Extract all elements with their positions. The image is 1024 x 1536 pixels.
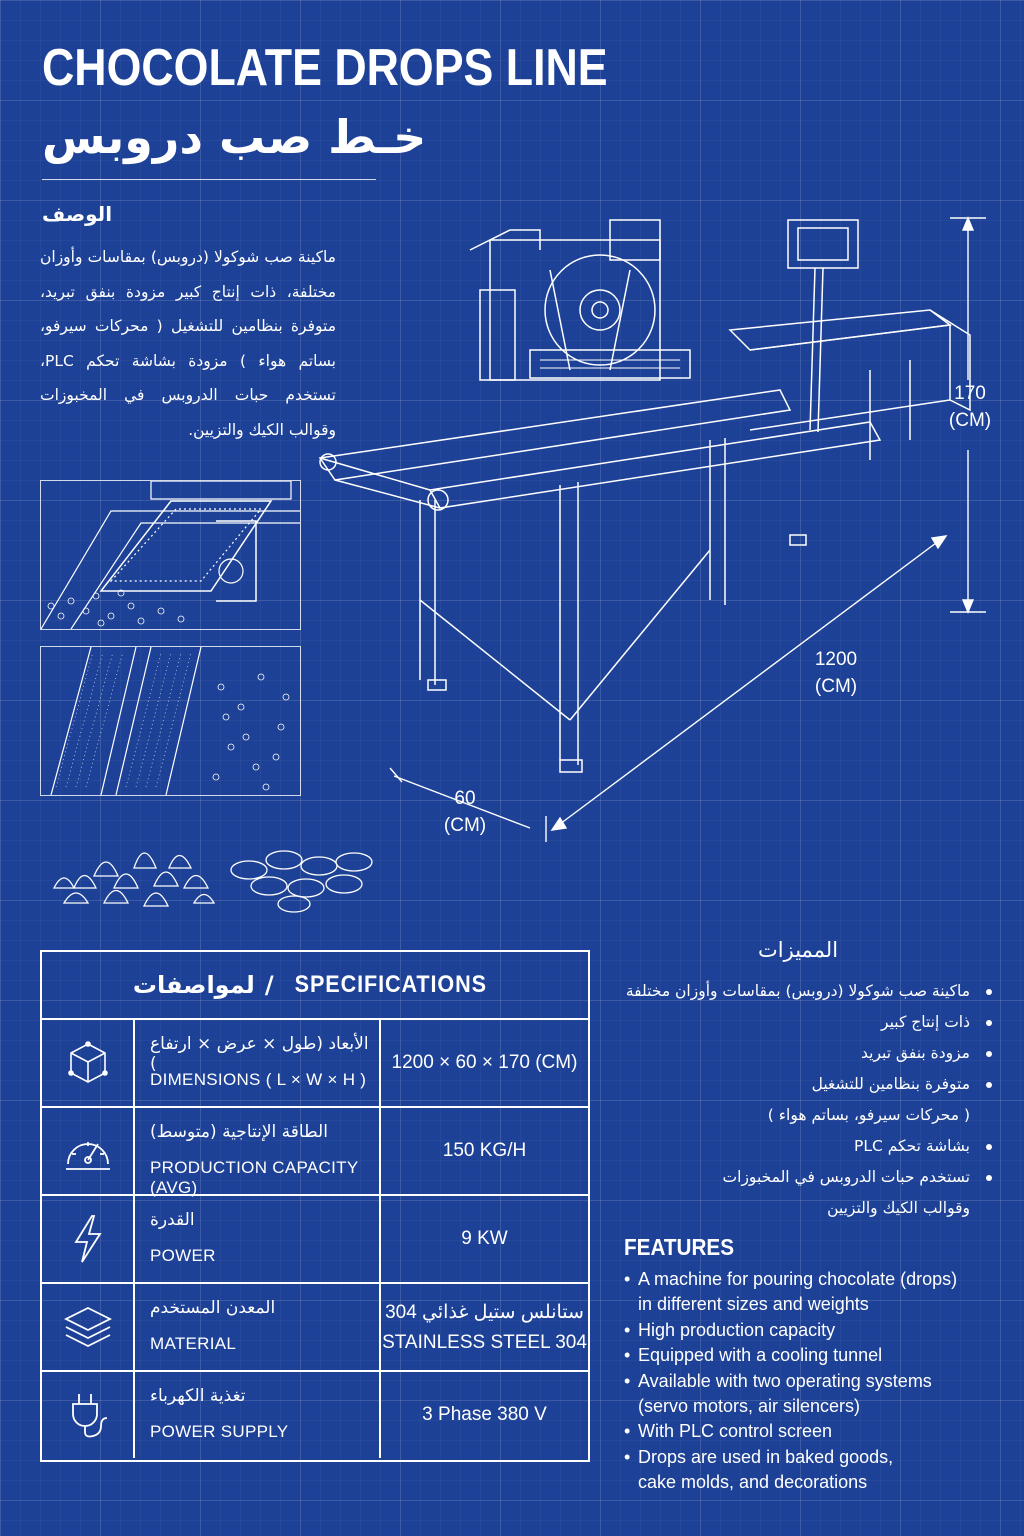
spec-value-cell — [381, 1020, 588, 1106]
list-item-continuation: in different sizes and weights — [638, 1294, 869, 1315]
width-dimension-label — [434, 785, 496, 839]
list-item: متوفرة بنظامين للتشغيل — [600, 1069, 1000, 1100]
list-item-continuation: cake molds, and decorations — [638, 1472, 868, 1493]
spec-value-cell — [381, 1108, 588, 1194]
features-list — [624, 1267, 1004, 1496]
specifications-separator: / — [264, 971, 274, 999]
layers-icon — [42, 1284, 135, 1370]
spec-label-cell — [135, 1020, 381, 1106]
width-unit: (CM) — [443, 815, 487, 836]
spec-label-arabic: الأبعاد (طول × عرض × ارتفاع ) — [150, 1034, 369, 1074]
description-heading: الوصف — [42, 202, 113, 226]
spec-value-cell — [381, 1372, 588, 1458]
spec-label-arabic: القدرة — [150, 1210, 195, 1230]
page-title-arabic: خـط صب دروبس — [42, 110, 427, 164]
spec-value-cell — [381, 1196, 588, 1282]
spec-label-cell — [135, 1196, 381, 1282]
specifications-header — [42, 952, 588, 1020]
dimension-lines — [380, 210, 1020, 850]
spec-row-power-supply — [42, 1372, 588, 1458]
width-value: 60 — [454, 788, 476, 809]
features-arabic-heading: المميزات — [758, 938, 839, 962]
spec-label: DIMENSIONS ( L × W × H ) — [150, 1070, 367, 1089]
features-arabic-list — [600, 976, 1000, 1224]
spec-label-cell — [135, 1284, 381, 1370]
spec-row-power — [42, 1196, 588, 1284]
spec-label-cell — [135, 1108, 381, 1197]
drops-tray-detail-image — [40, 646, 301, 796]
list-item: • A machine for pouring chocolate (drops) — [624, 1267, 1004, 1292]
list-item-continuation: ( محركات سيرفو، بساتم هواء ) — [767, 1106, 970, 1124]
spec-value: 150 KG/H — [442, 1140, 527, 1161]
spec-value-secondary: STAINLESS STEEL 304 — [382, 1331, 587, 1353]
height-unit: (CM) — [948, 410, 992, 431]
list-item: • Equipped with a cooling tunnel — [624, 1343, 1004, 1368]
specifications-table — [40, 950, 590, 1462]
cube-icon — [42, 1020, 135, 1106]
height-dimension-label — [944, 380, 996, 434]
list-item: مزودة بنفق تبريد — [600, 1038, 1000, 1069]
length-dimension-label — [800, 646, 872, 700]
spec-row-dimensions — [42, 1020, 588, 1108]
plug-icon — [42, 1372, 135, 1458]
description-text: ماكينة صب شوكولا (دروبس) بمقاسات وأوزان مختلفة، ذات إنتاج كبير مزودة بنفق تبريد، متوفرة بنظامين للتشغيل ( محركات سيرفو، بساتم هواء ) مزودة بشاشة تحكم PLC، تستخدم حبات الدروبس في المخبوزات وقوالب الكيك والتزيين. — [40, 248, 336, 439]
spec-row-capacity — [42, 1108, 588, 1196]
spec-value: 9 KW — [461, 1228, 508, 1249]
list-item: تستخدم حبات الدروبس في المخبوزات — [600, 1162, 1000, 1193]
list-item: • With PLC control screen — [624, 1419, 1004, 1444]
spec-label-cell — [135, 1372, 381, 1458]
spec-value-cell — [381, 1284, 588, 1370]
list-item: ماكينة صب شوكولا (دروبس) بمقاسات وأوزان مختلفة — [600, 976, 1000, 1007]
lightning-icon — [42, 1196, 135, 1282]
list-item-continuation: (servo motors, air silencers) — [638, 1395, 861, 1416]
spec-label: POWER — [150, 1246, 216, 1265]
gauge-icon — [42, 1108, 135, 1194]
spec-row-material — [42, 1284, 588, 1372]
list-item: • Drops are used in baked goods, — [624, 1445, 1004, 1470]
conveyor-detail-image — [40, 480, 301, 630]
spec-label: MATERIAL — [150, 1334, 237, 1353]
spec-value: 3 Phase 380 V — [422, 1404, 547, 1425]
spec-label-arabic: الطاقة الإنتاجية (متوسط) — [150, 1122, 328, 1142]
length-value: 1200 — [814, 649, 858, 670]
specifications-title-arabic: لمواصفات — [132, 971, 255, 999]
list-item: ذات إنتاج كبير — [600, 1007, 1000, 1038]
list-item-continuation: وقوالب الكيك والتزيين — [827, 1199, 970, 1217]
list-item: • High production capacity — [624, 1318, 1004, 1343]
height-value: 170 — [954, 383, 986, 404]
length-unit: (CM) — [814, 676, 858, 697]
spec-label-arabic: تغذية الكهرباء — [150, 1386, 246, 1406]
list-item: • Available with two operating systems — [624, 1369, 1004, 1394]
title-divider — [42, 179, 376, 180]
spec-label-arabic: المعدن المستخدم — [150, 1298, 276, 1318]
spec-label: POWER SUPPLY — [150, 1422, 289, 1441]
spec-value: ستانلس ستيل غذائي 304 — [385, 1301, 584, 1323]
specifications-title: SPECIFICATIONS — [294, 971, 487, 998]
list-item: بشاشة تحكم PLC — [600, 1131, 1000, 1162]
spec-label: PRODUCTION CAPACITY (AVG) — [150, 1158, 359, 1197]
features-heading: FEATURES — [624, 1234, 735, 1260]
spec-value: 1200 × 60 × 170 (CM) — [391, 1052, 578, 1073]
page-title: CHOCOLATE DROPS LINE — [42, 39, 608, 97]
